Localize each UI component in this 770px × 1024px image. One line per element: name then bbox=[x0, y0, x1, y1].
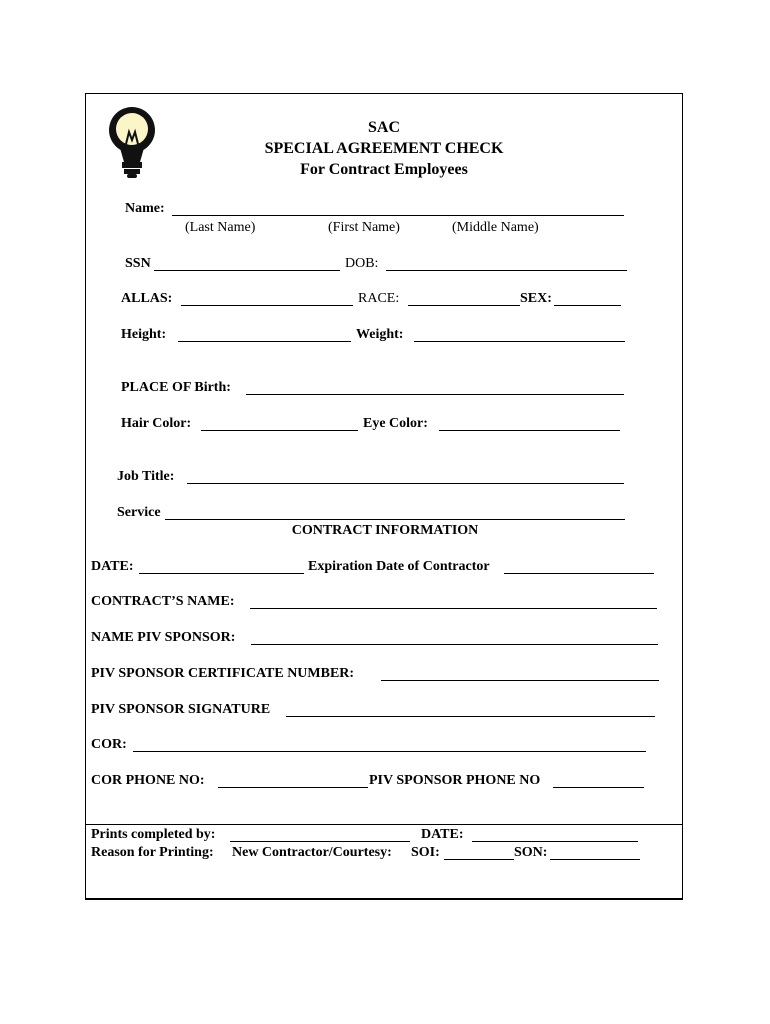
middle-name-hint: (Middle Name) bbox=[452, 220, 539, 235]
ssn-field[interactable] bbox=[154, 270, 340, 271]
race-field[interactable] bbox=[408, 305, 520, 306]
expiration-field[interactable] bbox=[504, 573, 654, 574]
service-label: Service bbox=[117, 505, 161, 520]
prints-label: Prints completed by: bbox=[91, 827, 216, 842]
cor-phone-label: COR PHONE NO: bbox=[91, 773, 205, 788]
footer-date-field[interactable] bbox=[472, 841, 638, 842]
footer-date-label: DATE: bbox=[421, 827, 464, 842]
piv-cert-field[interactable] bbox=[381, 680, 659, 681]
piv-sponsor-label: NAME PIV SPONSOR: bbox=[91, 630, 236, 645]
weight-field[interactable] bbox=[414, 341, 625, 342]
height-label: Height: bbox=[121, 327, 167, 342]
name-field[interactable] bbox=[172, 215, 624, 216]
contract-heading: CONTRACT INFORMATION bbox=[291, 523, 479, 538]
header-subtitle: For Contract Employees bbox=[300, 161, 468, 178]
piv-cert-label: PIV SPONSOR CERTIFICATE NUMBER: bbox=[91, 666, 355, 681]
reason-label: Reason for Printing: bbox=[91, 845, 214, 860]
contract-name-label: CONTRACT’S NAME: bbox=[91, 594, 235, 609]
cor-field[interactable] bbox=[133, 751, 646, 752]
birth-field[interactable] bbox=[246, 394, 624, 395]
piv-signature-label: PIV SPONSOR SIGNATURE bbox=[91, 702, 271, 717]
header-title: SPECIAL AGREEMENT CHECK bbox=[264, 140, 504, 157]
first-name-hint: (First Name) bbox=[328, 220, 400, 235]
service-field[interactable] bbox=[165, 519, 625, 520]
sex-field[interactable] bbox=[554, 305, 621, 306]
alias-field[interactable] bbox=[181, 305, 353, 306]
name-label: Name: bbox=[125, 201, 165, 216]
ssn-label: SSN bbox=[125, 256, 151, 271]
cor-label: COR: bbox=[91, 737, 127, 752]
expiration-label: Expiration Date of Contractor bbox=[308, 559, 490, 574]
prints-field[interactable] bbox=[230, 841, 410, 842]
contract-date-label: DATE: bbox=[91, 559, 134, 574]
race-label: RACE: bbox=[358, 291, 400, 306]
alias-label: ALLAS: bbox=[121, 291, 173, 306]
last-name-hint: (Last Name) bbox=[185, 220, 256, 235]
sac-form bbox=[85, 93, 683, 900]
job-field[interactable] bbox=[187, 483, 624, 484]
son-label: SON: bbox=[514, 845, 548, 860]
piv-sponsor-field[interactable] bbox=[251, 644, 658, 645]
reason-text: New Contractor/Courtesy: bbox=[232, 845, 392, 860]
weight-label: Weight: bbox=[356, 327, 404, 342]
sex-label: SEX: bbox=[520, 291, 552, 306]
dob-label: DOB: bbox=[345, 256, 379, 271]
soi-field[interactable] bbox=[444, 859, 514, 860]
height-field[interactable] bbox=[178, 341, 351, 342]
hair-label: Hair Color: bbox=[121, 416, 192, 431]
piv-phone-field[interactable] bbox=[553, 787, 644, 788]
footer-divider bbox=[86, 824, 682, 825]
dob-field[interactable] bbox=[386, 270, 627, 271]
eye-label: Eye Color: bbox=[363, 416, 428, 431]
contract-name-field[interactable] bbox=[250, 608, 657, 609]
hair-field[interactable] bbox=[201, 430, 358, 431]
son-field[interactable] bbox=[550, 859, 640, 860]
cor-phone-field[interactable] bbox=[218, 787, 368, 788]
birth-label: PLACE OF Birth: bbox=[121, 380, 231, 395]
eye-field[interactable] bbox=[439, 430, 620, 431]
job-label: Job Title: bbox=[117, 469, 175, 484]
header-sac: SAC bbox=[367, 119, 400, 136]
contract-date-field[interactable] bbox=[139, 573, 304, 574]
piv-phone-label: PIV SPONSOR PHONE NO bbox=[369, 773, 541, 788]
soi-label: SOI: bbox=[411, 845, 440, 860]
piv-signature-field[interactable] bbox=[286, 716, 655, 717]
